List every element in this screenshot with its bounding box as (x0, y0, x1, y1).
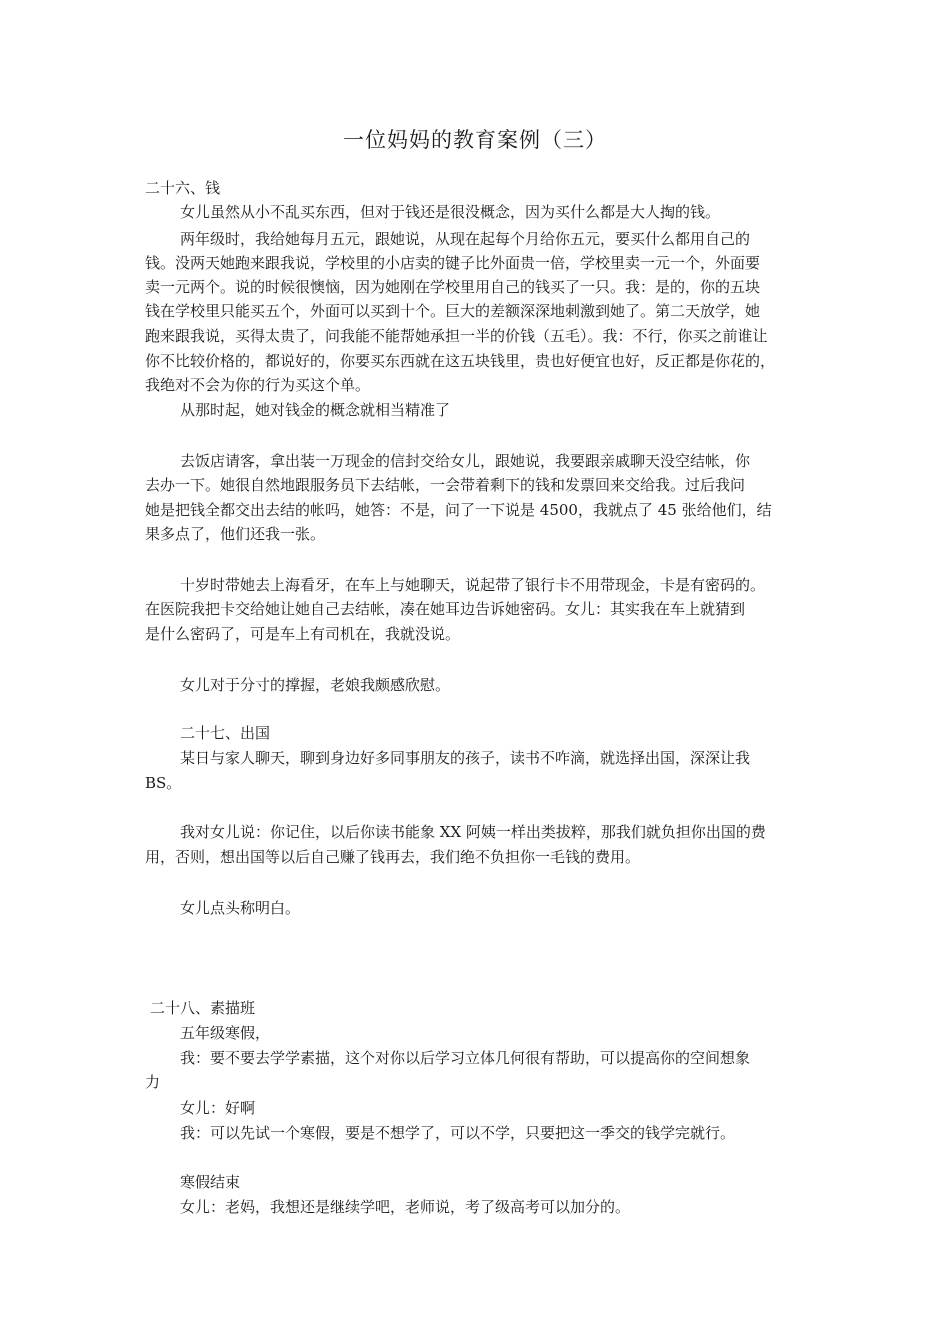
paragraph-line: 从那时起，她对钱金的概念就相当精准了 (180, 401, 451, 419)
paragraph-line: 果多点了，他们还我一张。 (145, 525, 326, 543)
paragraph-line: 力 (145, 1073, 161, 1091)
paragraph-line: 女儿点头称明白。 (180, 899, 301, 917)
paragraph-line: 跑来跟我说，买得太贵了，问我能不能帮她承担一半的价钱（五毛）。我：不行，你买之前谁让 (145, 327, 768, 345)
paragraph-line: 钱。没两天她跑来跟我说，学校里的小店卖的键子比外面贵一倍，学校里卖一元一个，外面要 (145, 254, 761, 272)
paragraph-line: BS。 (145, 774, 182, 792)
paragraph-line: 她是把钱全都交出去结的帐吗，她答：不是，问了一下说是 4500，我就点了 45 张给他们，结 (145, 501, 772, 519)
paragraph-line: 在医院我把卡交给她让她自己去结帐，凑在她耳边告诉她密码。女儿：其实我在车上就猜到 (145, 600, 746, 618)
paragraph-line: 卖一元两个。说的时候很懊恼，因为她刚在学校里用自己的钱买了一只。我：是的，你的五块 (145, 278, 761, 296)
paragraph-line: 去办一下。她很自然地跟服务员下去结帐，一会带着剩下的钱和发票回来交给我。过后我问 (145, 476, 746, 494)
document-title: 一位妈妈的教育案例（三） (343, 128, 607, 152)
paragraph-line: 两年级时，我给她每月五元，跟她说，从现在起每个月给你五元，要买什么都用自己的 (180, 230, 751, 248)
paragraph-line: 女儿：老妈，我想还是继续学吧，老师说，考了级高考可以加分的。 (180, 1198, 631, 1216)
paragraph-line: 某日与家人聊天，聊到身边好多同事朋友的孩子，读书不咋滴，就选择出国，深深让我 (180, 749, 751, 767)
section-heading-sketch-class: 二十八、素描班 (150, 999, 256, 1017)
paragraph-line: 十岁时带她去上海看牙，在车上与她聊天，说起带了银行卡不用带现金，卡是有密码的。 (180, 576, 766, 594)
paragraph-line: 钱在学校里只能买五个，外面可以买到十个。巨大的差额深深地刺激到她了。第二天放学，她 (145, 302, 761, 320)
paragraph-line: 你不比较价格的，都说好的，你要买东西就在这五块钱里，贵也好便宜也好，反正都是你花的， (145, 352, 776, 370)
paragraph-line: 是什么密码了，可是车上有司机在，我就没说。 (145, 625, 461, 643)
paragraph-line: 女儿：好啊 (180, 1099, 256, 1117)
paragraph-line: 寒假结束 (180, 1173, 241, 1191)
paragraph-line: 我：可以先试一个寒假，要是不想学了，可以不学，只要把这一季交的钱学完就行。 (180, 1124, 736, 1142)
section-heading-abroad: 二十七、出国 (180, 724, 271, 742)
paragraph-line: 女儿对于分寸的撑握，老娘我颇感欣慰。 (180, 676, 451, 694)
paragraph-line: 五年级寒假， (180, 1024, 271, 1042)
paragraph-line: 我：要不要去学学素描，这个对你以后学习立体几何很有帮助，可以提高你的空间想象 (180, 1049, 751, 1067)
paragraph-line: 去饭店请客，拿出装一万现金的信封交给女儿，跟她说，我要跟亲戚聊天没空结帐，你 (180, 452, 751, 470)
paragraph-line: 女儿虽然从小不乱买东西，但对于钱还是很没概念，因为买什么都是大人掏的钱。 (180, 203, 721, 221)
paragraph-line: 我绝对不会为你的行为买这个单。 (145, 376, 371, 394)
paragraph-line: 用，否则，想出国等以后自己赚了钱再去，我们绝不负担你一毛钱的费用。 (145, 848, 641, 866)
paragraph-line: 我对女儿说：你记住，以后你读书能象 XX 阿姨一样出类拔粹，那我们就负担你出国的费 (180, 823, 766, 841)
section-heading-money: 二十六、钱 (145, 179, 221, 197)
